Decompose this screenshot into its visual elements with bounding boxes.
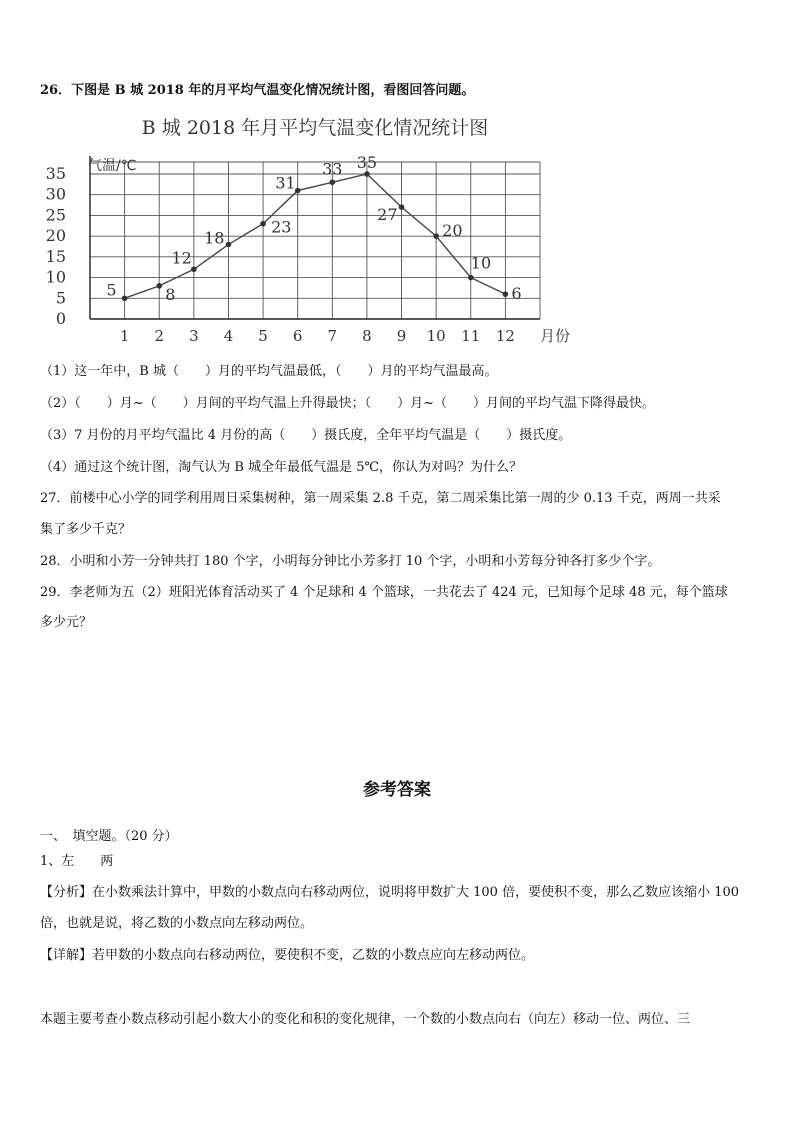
data-label: 35 — [356, 153, 378, 172]
temperature-line-chart — [40, 112, 600, 352]
y-axis-label: 气温/℃ — [88, 158, 137, 174]
data-point — [330, 179, 336, 185]
data-point — [156, 283, 162, 289]
question-26-sub4: （4）通过这个统计图，淘气认为 B 城全年最低气温是 5℃，你认为对吗？为什么？ — [40, 460, 523, 475]
answer-title: 参考答案 — [363, 780, 431, 800]
y-tick-labels — [46, 164, 66, 328]
chart-axes — [90, 156, 540, 319]
data-label: 23 — [271, 217, 292, 237]
data-point — [260, 221, 266, 227]
y-tick-label: 30 — [45, 184, 66, 204]
data-label: 18 — [204, 228, 225, 248]
x-tick-label: 9 — [396, 327, 407, 345]
data-label: 8 — [165, 284, 176, 304]
question-26-sub2: （2）（ ）月~（ ）月间的平均气温上升得最快；（ ）月~（ ）月间的平均气温下降得最快。 — [40, 396, 656, 411]
data-label: 33 — [322, 159, 343, 179]
x-tick-label: 3 — [189, 327, 199, 345]
data-label: 10 — [470, 253, 492, 273]
data-label: 12 — [171, 248, 192, 268]
answer-detail: 【详解】若甲数的小数点向右移动两位，要使积不变，乙数的小数点应向左移动两位。 — [40, 948, 535, 963]
answer-section-heading: 一、 填空题。（20 分） — [40, 829, 178, 844]
x-tick-label: 5 — [258, 327, 268, 345]
y-tick-label: 25 — [45, 205, 66, 225]
data-point — [191, 266, 197, 272]
data-label: 6 — [511, 284, 522, 304]
chart-title: B 城 2018 年月平均气温变化情况统计图 — [141, 117, 489, 139]
data-point — [295, 188, 301, 194]
data-label: 27 — [377, 205, 398, 225]
x-tick-label: 6 — [292, 327, 303, 345]
y-tick-label: 0 — [55, 309, 66, 328]
x-tick-label: 2 — [154, 327, 165, 345]
y-tick-label: 20 — [45, 226, 66, 246]
data-label: 5 — [106, 280, 117, 300]
question-26-intro: 26．下图是 B 城 2018 年的月平均气温变化情况统计图，看图回答问题。 — [40, 83, 475, 98]
x-tick-label: 7 — [327, 327, 338, 345]
x-axis-label: 月份 — [540, 327, 571, 345]
answer-analysis-line1: 【分析】在小数乘法计算中，甲数的小数点向右移动两位，说明将甲数扩大 100 倍，要使积不变，那么乙数应该缩小 100 — [40, 885, 740, 900]
question-27-line2: 集了多少千克？ — [40, 522, 132, 537]
x-tick-label: 12 — [495, 327, 515, 345]
data-label: 31 — [275, 173, 296, 193]
data-point — [364, 171, 370, 177]
y-tick-label: 35 — [45, 164, 66, 183]
x-tick-label: 8 — [362, 327, 372, 345]
x-tick-label: 11 — [461, 327, 481, 345]
question-26-sub1: （1）这一年中，B 城（ ）月的平均气温最低，（ ）月的平均气温最高。 — [40, 364, 498, 379]
question-26-sub3: （3）7 月份的月平均气温比 4 月份的高（ ）摄氏度，全年平均气温是（ ）摄氏度。 — [40, 428, 572, 443]
x-tick-label: 4 — [223, 327, 234, 345]
answer-item-1: 1、左 两 — [40, 854, 114, 869]
data-point — [433, 233, 439, 239]
question-28-line1: 28．小明和小芳一分钟共打 180 个字，小明每分钟比小芳多打 10 个字，小明和小芳每分钟各打多少个字。 — [40, 554, 661, 569]
y-tick-label: 10 — [45, 267, 66, 287]
data-point — [503, 291, 509, 297]
data-point — [226, 242, 232, 248]
x-tick-label: 10 — [426, 327, 446, 345]
data-point — [399, 204, 405, 210]
chart-grid — [90, 162, 540, 319]
data-point — [122, 295, 128, 301]
answer-comment: 本题主要考查小数点移动引起小数大小的变化和积的变化规律，一个数的小数点向右（向左）移动一位、两位、三 — [40, 1012, 691, 1027]
y-tick-label: 5 — [55, 288, 66, 308]
data-point — [468, 275, 474, 281]
x-tick-label: 1 — [119, 327, 130, 345]
question-29-line1: 29．李老师为五（2）班阳光体育活动买了 4 个足球和 4 个篮球，一共花去了 424 元，已知每个足球 48 元，每个篮球 — [40, 585, 728, 600]
data-label: 20 — [442, 221, 463, 241]
x-tick-labels — [120, 327, 515, 345]
y-tick-label: 15 — [45, 246, 66, 266]
question-29-line2: 多少元？ — [40, 615, 93, 630]
question-27-line1: 27．前楼中心小学的同学利用周日采集树种，第一周采集 2.8 千克，第二周采集比第一周的少 0.13 千克，两周一共采 — [40, 491, 721, 506]
answer-analysis-line2: 倍，也就是说，将乙数的小数点向左移动两位。 — [40, 916, 314, 931]
